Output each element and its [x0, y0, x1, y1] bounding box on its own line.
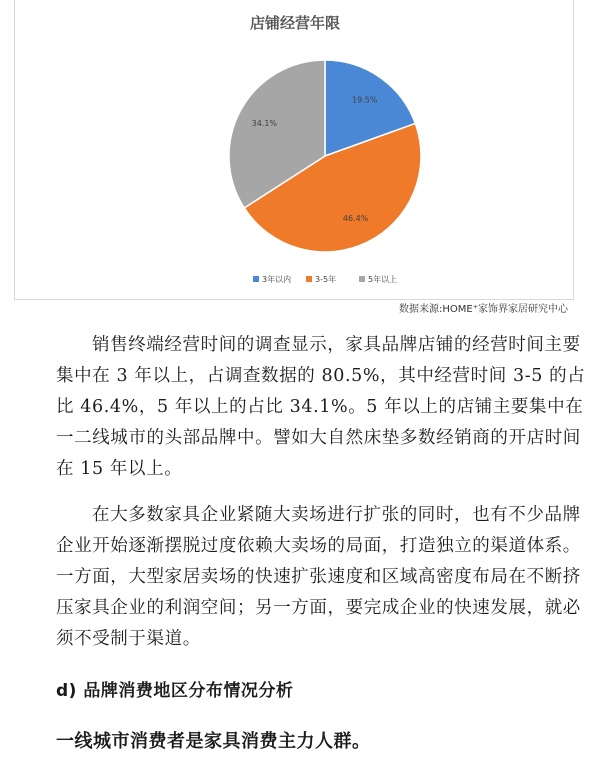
pie-chart — [15, 0, 575, 300]
pie-data-label-3: 34.1% — [251, 118, 278, 128]
pie-data-label-2: 46.4% — [342, 213, 369, 223]
legend-label-1: 3年以内 — [262, 275, 292, 284]
legend-swatch-3 — [359, 276, 365, 282]
pie-chart-panel — [14, 0, 574, 300]
legend-swatch-1 — [253, 276, 259, 282]
pie-data-label-1: 19.5% — [352, 95, 378, 105]
paragraph-channel-strategy: 在大多数家具企业紧随大卖场进行扩张的同时，也有不少品牌企业开始逐渐摆脱过度依赖大卖场的局面，打造独立的渠道体系。一方面，大型家居卖场的快速扩张速度和区域高密度布局在不断挤压家具企业的利润空间；另一方面，要完成企业的快速发展，就必须不受制于渠道。 — [56, 505, 581, 649]
data-source-note: 数据来源:HOME⁺家饰界家居研究中心 — [399, 304, 568, 315]
legend-label-3: 5年以上 — [368, 275, 398, 284]
paragraph-operating-years: 销售终端经营时间的调查显示，家具品牌店铺的经营时间主要集中在 3 年以上，占调查数据的 80.5%，其中经营时间 3-5 的占比 46.4%，5 年以上的占比 34.1%。5 年以上的店铺主要集中在一二线城市的头部品牌中。譬如大自然床垫多数经销商的开店时间在 15 年以上。 — [56, 335, 586, 479]
legend-swatch-2 — [306, 276, 312, 282]
chart-title: 店铺经营年限 — [249, 14, 341, 32]
sub-heading: 一线城市消费者是家具消费主力人群。 — [56, 731, 371, 752]
section-heading: d) 品牌消费地区分布情况分析 — [56, 681, 294, 701]
legend-label-2: 3-5年 — [315, 275, 337, 284]
